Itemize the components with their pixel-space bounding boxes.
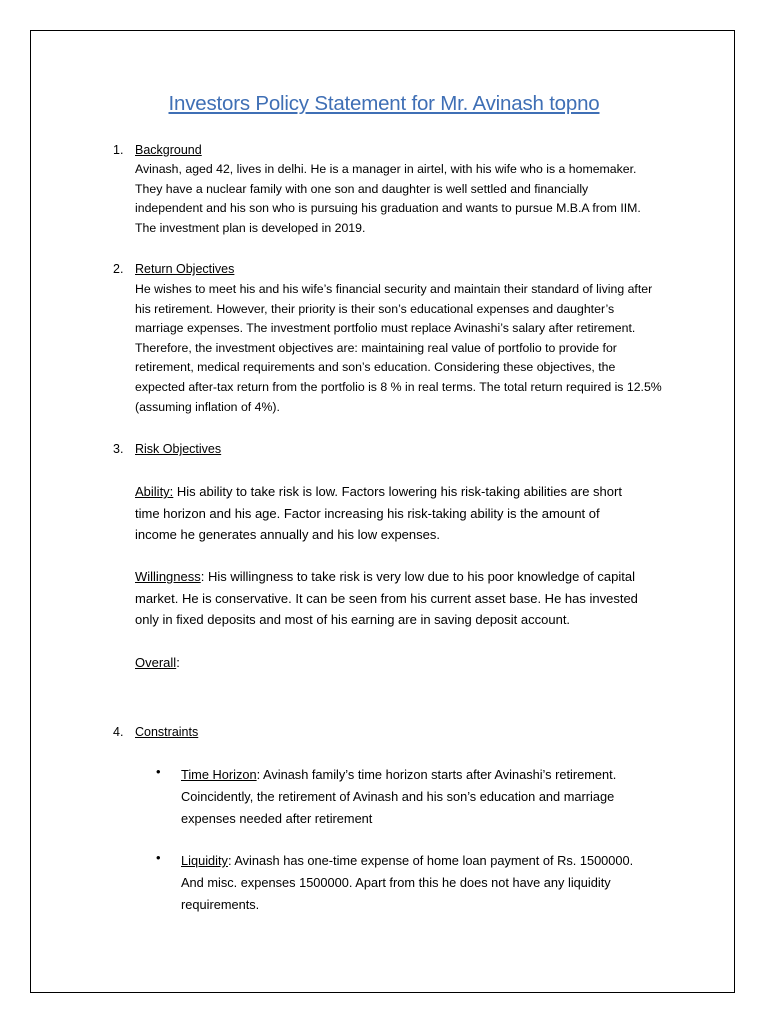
text-line: [135, 481, 675, 503]
text-line: (assuming inflation of 4%).: [135, 399, 280, 414]
willingness-paragraph: [135, 566, 675, 631]
overall-line: [135, 652, 180, 674]
section-number: 3.: [113, 442, 124, 456]
liquidity-text: : Avinash has one-time expense of home loan payment of Rs. 1500000.: [227, 853, 634, 868]
section-1-heading: [113, 143, 202, 157]
ability-text: His ability to take risk is low. Factors lowering his risk-taking abilities are short: [173, 484, 622, 499]
time-horizon-item: [181, 764, 678, 830]
text-line: independent and his son who is pursuing his graduation and wants to pursue M.B.A from IIM.: [135, 201, 641, 216]
bullet-marker: •: [156, 850, 161, 865]
section-3-heading: [113, 442, 221, 456]
section-4-heading: [113, 725, 198, 739]
time-horizon-label: Time Horizon: [181, 767, 257, 782]
text-line: expected after-tax return from the portfolio is 8 % in real terms. The total return required is 12.5%: [135, 379, 662, 394]
text-line: The investment plan is developed in 2019.: [135, 220, 366, 235]
section-2-heading: [113, 262, 234, 276]
overall-label: Overall: [135, 655, 177, 670]
text-line: his retirement. However, their priority is their son’s educational expenses and daughter’s: [135, 301, 615, 316]
text-line: only in fixed deposits and most of his earning are in saving deposit account.: [135, 612, 571, 627]
text-line: [135, 566, 675, 588]
section-label: Constraints: [135, 725, 199, 739]
text-line: retirement, medical requirements and son’s education. Considering these objectives, the: [135, 360, 616, 375]
ability-label: Ability:: [135, 484, 174, 499]
text-line: Avinash, aged 42, lives in delhi. He is a manager in airtel, with his wife who is a homemaker.: [135, 162, 637, 176]
section-number: 1.: [113, 143, 124, 157]
text-line: income he generates annually and his low expenses.: [135, 527, 440, 542]
text-line: And misc. expenses 1500000. Apart from this he does not have any liquidity: [181, 875, 611, 890]
text-line: time horizon and his age. Factor increasing his risk-taking ability is the amount of: [135, 505, 600, 521]
section-number: 2.: [113, 262, 124, 276]
background-paragraph: [135, 160, 655, 238]
section-label: Background: [135, 143, 202, 157]
section-label: Return Objectives: [135, 262, 235, 276]
liquidity-label: Liquidity: [181, 853, 228, 868]
text-line: requirements.: [181, 897, 260, 912]
text-line: expenses needed after retirement: [181, 811, 373, 826]
section-number: 4.: [113, 725, 124, 739]
text-line: Therefore, the investment objectives are: maintaining real value of portfolio to provide for: [135, 340, 617, 355]
overall-suffix: :: [176, 655, 180, 670]
text-line: market. He is conservative. It can be seen from his current asset base. He has invested: [135, 590, 638, 606]
return-objectives-paragraph: [135, 280, 679, 417]
willingness-label: Willingness: [135, 569, 201, 584]
document-title: Investors Policy Statement for Mr. Avinash topno: [168, 92, 600, 115]
bullet-marker: •: [156, 764, 161, 779]
ability-paragraph: [135, 481, 675, 546]
text-line: He wishes to meet his and his wife’s financial security and maintain their standard of living after: [135, 282, 653, 296]
section-label: Risk Objectives: [135, 442, 222, 456]
time-horizon-text: : Avinash family’s time horizon starts after Avinashi’s retirement.: [256, 767, 617, 782]
liquidity-item: [181, 850, 678, 916]
text-line: [181, 850, 678, 872]
willingness-text: : His willingness to take risk is very low due to his poor knowledge of capital: [200, 569, 636, 584]
text-line: marriage expenses. The investment portfolio must replace Avinashi’s salary after retirement.: [135, 321, 636, 336]
text-line: Coincidently, the retirement of Avinash and his son’s education and marriage: [181, 789, 615, 804]
text-line: They have a nuclear family with one son and daughter is well settled and financially: [135, 181, 589, 196]
text-line: [181, 764, 678, 786]
